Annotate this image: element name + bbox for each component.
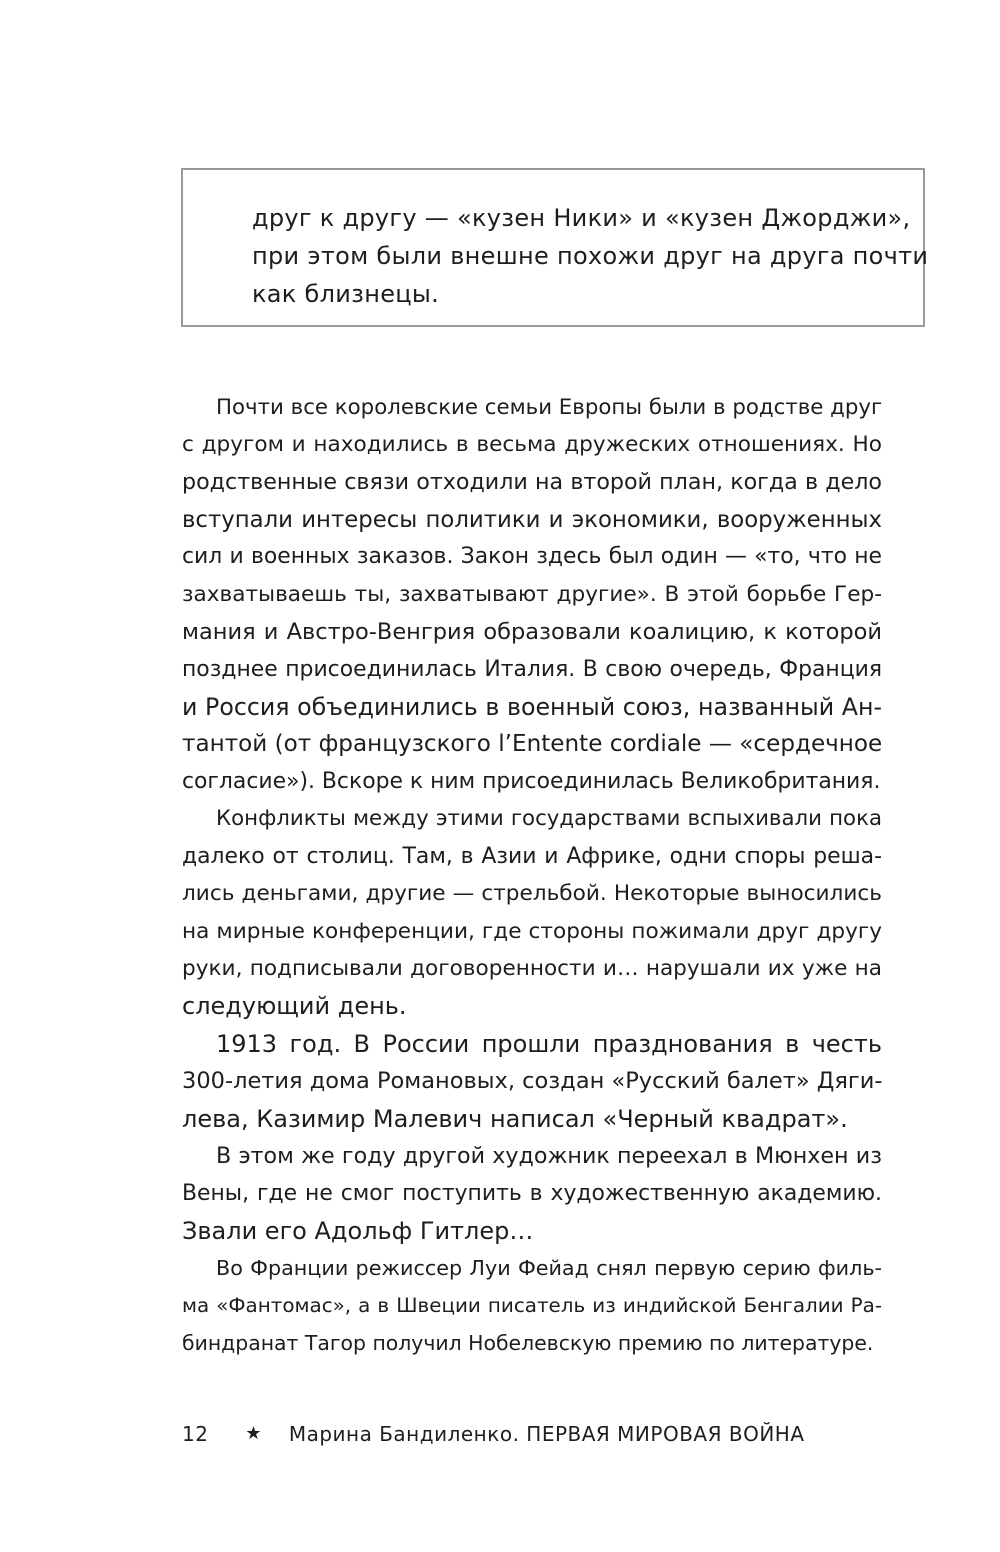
text-line: захватываешь ты, захватывают другие». В этой борьбе Гер-: [182, 582, 882, 607]
text-line: родственные связи отходили на второй план, когда в дело: [182, 469, 882, 495]
text-line: и Россия объединились в военный союз, названный Ан-: [182, 693, 882, 721]
text-line: биндранат Тагор получил Нобелевскую премию по литературе.: [182, 1331, 874, 1355]
text-line: позднее присоединилась Италия. В свою очередь, Франция: [182, 657, 882, 682]
text-line: вступали интересы политики и экономики, вооруженных: [182, 507, 882, 533]
callout-line: как близнецы.: [252, 280, 440, 308]
text-line: далеко от столиц. Там, в Азии и Африке, одни споры реша-: [182, 844, 882, 869]
callout-line: друг к другу — «кузен Ники» и «кузен Джорджи»,: [252, 204, 911, 232]
text-line: согласие»). Вскоре к ним присоединилась Великобритания.: [182, 769, 881, 794]
text-line: лись деньгами, другие — стрельбой. Некоторые выносились: [182, 881, 882, 906]
text-line: на мирные конференции, где стороны пожимали друг другу: [182, 919, 882, 944]
callout-box: [181, 168, 929, 327]
text-line: 300-летия дома Романовых, создан «Русский балет» Дяги-: [182, 1068, 883, 1094]
text-line: сил и военных заказов. Закон здесь был один — «то, что не: [182, 544, 882, 569]
star-icon: ★: [245, 1422, 262, 1444]
page-number: 12: [182, 1421, 209, 1446]
text-line: В этом же году другой художник переехал в Мюнхен из: [216, 1143, 882, 1169]
text-line: с другом и находились в весьма дружеских отношениях. Но: [182, 432, 882, 457]
text-line: Почти все королевские семьи Европы были в родстве друг: [216, 395, 883, 420]
text-line: тантой (от французского l’Entente cordiale — «сердечное: [182, 731, 883, 757]
callout-line: при этом были внешне похожи друг на друга почти: [252, 242, 929, 270]
text-line: Во Франции режиссер Луи Фейад снял первую серию филь-: [216, 1256, 882, 1280]
page-footer: [182, 1418, 805, 1448]
text-line: Вены, где не смог поступить в художественную академию.: [182, 1181, 882, 1206]
text-line: Звали его Адольф Гитлер…: [182, 1217, 534, 1245]
text-line: следующий день.: [182, 992, 407, 1020]
text-line: Конфликты между этими государствами вспыхивали пока: [216, 806, 882, 831]
text-line: ма «Фантомас», а в Швеции писатель из индийской Бенгалии Ра-: [182, 1294, 882, 1317]
text-line: руки, подписывали договоренности и… нарушали их уже на: [182, 956, 882, 981]
text-line: 1913 год. В России прошли празднования в честь: [216, 1030, 882, 1058]
running-title: Марина Бандиленко. ПЕРВАЯ МИРОВАЯ ВОЙНА: [288, 1421, 805, 1446]
text-line: мания и Австро-Венгрия образовали коалицию, к которой: [182, 619, 882, 645]
text-line: лева, Казимир Малевич написал «Черный квадрат».: [182, 1105, 848, 1133]
